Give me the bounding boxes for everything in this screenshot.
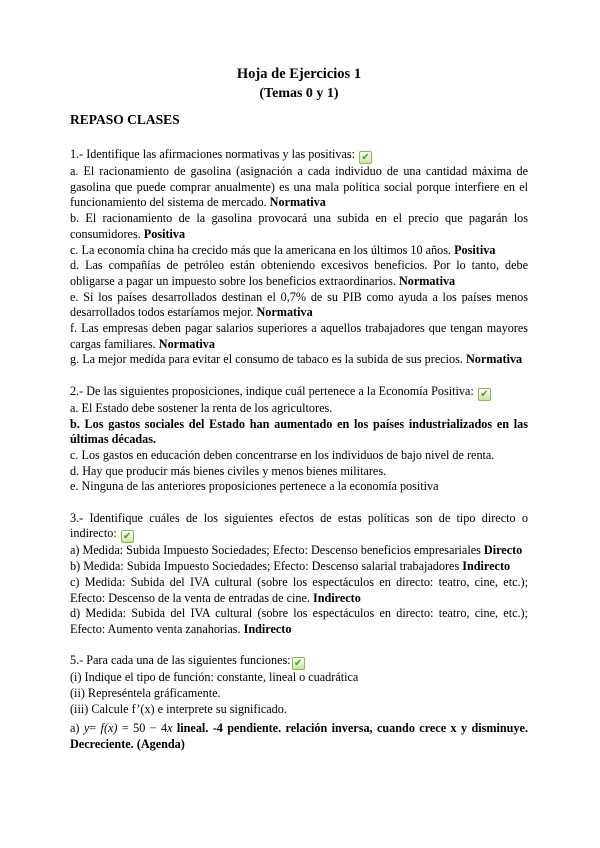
text-run: lineal. -4 pendiente. relación inversa, cuando crece x y disminuye. Decreciente. (Agenda) <box>70 721 529 752</box>
text-run: c. La economía china ha crecido más que la americana en los últimos 10 años. <box>70 242 455 257</box>
text-run: Indirecto <box>312 590 361 605</box>
document-subtitle: (Temas 0 y 1) <box>259 86 339 101</box>
text-run: Normativa <box>398 273 456 288</box>
text-run: c) Medida: Subida del IVA cultural (sobre los espectáculos en directo: teatro, cine, etc.); Efecto: Descenso de la venta de entradas de cine. <box>70 574 528 605</box>
question-block-4 <box>70 653 528 753</box>
question-item <box>70 211 528 242</box>
text-run: = 50 − 4 <box>117 721 168 736</box>
question-intro <box>70 147 528 164</box>
text-run: x <box>167 721 173 736</box>
check-icon: ✔ <box>121 530 134 543</box>
text-run: y <box>83 721 90 736</box>
text-run: b. Los gastos sociales del Estado han aumentado en los países industrializados en las últimas décadas. <box>70 416 528 447</box>
text-run: e. Ninguna de las anteriores proposiciones pertenece a la economía positiva <box>70 479 439 494</box>
question-intro <box>70 384 528 401</box>
question-item <box>70 243 528 259</box>
text-run: d. Las compañías de petróleo están obteniendo excesivos beneficios. Por lo tanto, debe obligarse a pagar un impuesto sobre los beneficios extraordinarios. <box>70 258 528 288</box>
question-intro <box>70 511 528 544</box>
text-run: 5.- Para cada una de las siguientes funciones: <box>70 653 291 668</box>
text-run: f <box>100 721 104 736</box>
text-run: Positiva <box>143 226 186 241</box>
question-block-2 <box>70 384 528 495</box>
text-run: e. Si los países desarrollados destinan el 0,7% de su PIB como ayuda a los países menos desarrollados todos estaríamos mejor. <box>70 289 528 320</box>
question-item <box>70 352 528 368</box>
text-run: (iii) Calcule f’(x) e interprete su significado. <box>70 701 287 716</box>
question-item <box>70 290 528 321</box>
question-item <box>70 321 528 352</box>
question-item <box>70 559 528 575</box>
text-run: (ii) Represéntela gráficamente. <box>70 686 221 701</box>
text-run: Normativa <box>256 305 313 320</box>
text-run: Indirecto <box>243 621 292 636</box>
text-run: Normativa <box>158 336 215 351</box>
text-run: b. El racionamiento de la gasolina provocará una subida en el precio que pagarán los consumidores. <box>70 211 528 241</box>
text-run: a) <box>70 721 84 736</box>
text-run: f. Las empresas deben pagar salarios superiores a aquellos trabajadores que tengan mayores cargas familiares. <box>70 321 528 351</box>
text-run: 3.- Identifique cuáles de los siguientes efectos de estas políticas son de tipo directo o indirecto: <box>70 510 528 541</box>
text-run: b) Medida: Subida Impuesto Sociedades; Efecto: Descenso salarial trabajadores <box>70 559 463 574</box>
document-title: Hoja de Ejercicios 1 <box>236 66 362 82</box>
question-item <box>70 543 528 559</box>
question-item <box>70 606 528 637</box>
question-block-1 <box>70 147 528 368</box>
question-item <box>70 258 528 289</box>
text-run: 1.- Identifique las afirmaciones normativas y las positivas: <box>70 147 359 161</box>
text-run: a. El racionamiento de gasolina (asignación a cada individuo de una cantidad máxima de gasolina que puede comprar anualmente) es una mala política social porque interfiere en el funcionamiento del sistema de mercado. <box>70 164 528 210</box>
section-heading: REPASO CLASES <box>70 112 180 127</box>
text-run: Indirecto <box>462 559 511 574</box>
text-run: Normativa <box>269 195 326 210</box>
text-run: Directo <box>483 543 523 558</box>
text-run: 2.- De las siguientes proposiciones, indique cuál pertenece a la Economía Positiva: <box>70 383 477 398</box>
question-item <box>70 448 528 464</box>
question-item <box>70 686 528 702</box>
text-run: g. La mejor medida para evitar el consumo de tabaco es la subida de sus precios. <box>70 352 466 367</box>
check-icon: ✔ <box>359 151 372 164</box>
text-run: ( <box>103 721 108 736</box>
check-icon: ✔ <box>292 657 305 670</box>
text-run: ) <box>113 721 118 736</box>
question-item <box>70 417 528 448</box>
question-item <box>70 702 528 718</box>
check-icon: ✔ <box>478 388 491 401</box>
text-run: Positiva <box>454 242 496 257</box>
text-run: c. Los gastos en educación deben concentrarse en los individuos de bajo nivel de renta. <box>70 447 495 462</box>
document-body <box>70 147 528 753</box>
question-item <box>70 164 528 211</box>
text-run: x <box>108 721 114 736</box>
text-run: Normativa <box>465 352 523 367</box>
question-item <box>70 721 528 752</box>
text-run: = <box>89 721 101 736</box>
question-item <box>70 670 528 686</box>
text-run: d. Hay que producir más bienes civiles y menos bienes militares. <box>70 463 387 478</box>
text-run: a) Medida: Subida Impuesto Sociedades; Efecto: Descenso beneficios empresariales <box>70 543 484 558</box>
question-item <box>70 479 528 495</box>
text-run: (i) Indique el tipo de función: constante, lineal o cuadrática <box>70 670 359 685</box>
question-item <box>70 464 528 480</box>
text-run: d) Medida: Subida del IVA cultural (sobre los espectáculos en directo: teatro, cine, etc.); Efecto: Aumento venta zanahorias. <box>70 606 528 636</box>
question-item <box>70 575 528 606</box>
question-intro <box>70 653 528 670</box>
question-item <box>70 401 528 417</box>
question-block-3 <box>70 511 528 638</box>
text-run: a. El Estado debe sostener la renta de los agricultores. <box>70 400 333 415</box>
